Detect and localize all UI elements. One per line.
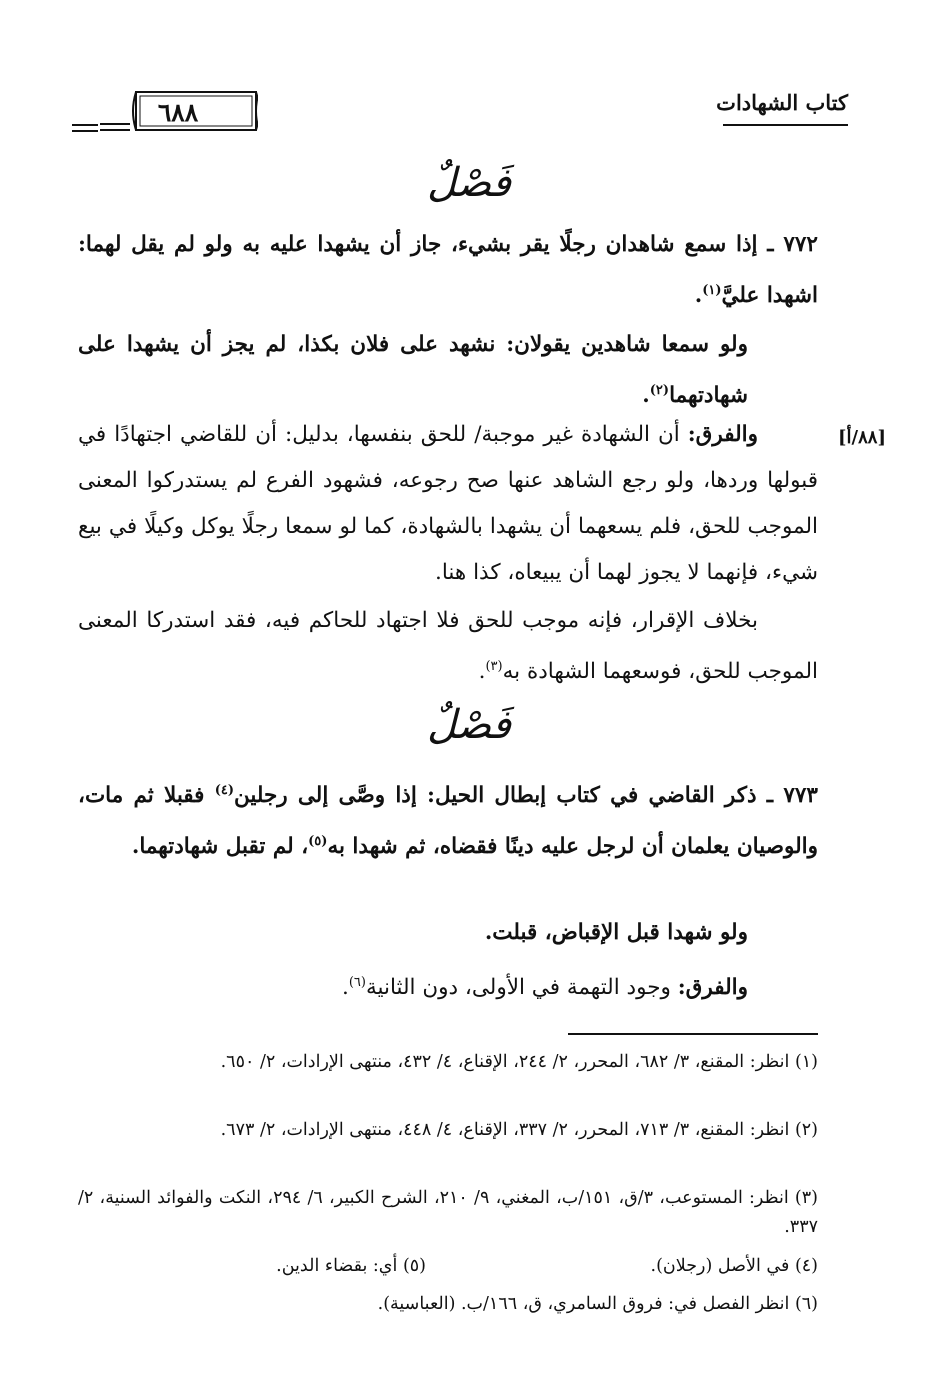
iqrar-text: بخلاف الإقرار، فإنه موجب للحق فلا اجتهاد للحاكم فيه، فقد استدركا المعنى الموجب للحق، فوسعهما الشهادة به — [78, 608, 818, 685]
footnote-1-text: انظر: المقنع، ٣/ ٦٨٢، المحرر، ٢/ ٢٤٤، الإقناع، ٤/ ٤٣٢، منتهى الإرادات، ٢/ ٦٥٠. — [220, 1052, 790, 1072]
footnote-3-text: انظر: المستوعب، ٣/ق، ١٥١/ب، المغني، ٩/ ٢١٠، الشرح الكبير، ٦/ ٢٩٤، النكت والفوائد السنية، ٢/ ٣٣٧. — [78, 1188, 818, 1237]
footnote-6 — [78, 1290, 818, 1319]
footnote-2-text: انظر: المقنع، ٣/ ٧١٣، المحرر، ٢/ ٣٣٧، الإقناع، ٤/ ٤٤٨، منتهى الإرادات، ٢/ ٦٧٣. — [220, 1120, 790, 1140]
entry-number-772: ٧٧٢ — [783, 232, 818, 257]
entry-773-para-2-text: ولو شهدا قبل الإقباض، قبلت. — [484, 920, 748, 945]
footnote-ref-2: (٢) — [649, 383, 670, 398]
page-header — [72, 88, 848, 138]
running-title: كتاب الشهادات — [716, 90, 848, 115]
entry-772-para-2-text: ولو سمعا شاهدين يقولان: نشهد على فلان بكذا، لم يجز أن يشهدا على شهادتهما — [78, 332, 748, 409]
footnote-1-num: (١) — [794, 1052, 818, 1072]
footnote-ref-4: (٤) — [214, 783, 234, 798]
footnote-separator — [568, 1033, 818, 1035]
farq-text-1: أن الشهادة غير موجبة/ للحق بنفسها، بدليل: أن للقاضي اجتهادًا في قبولها وردها، ولو رجع الشاهد عنها صح رجوعه، فشهود الفرع لم يستدركوا المعنى الموجب للحق، فلم يسعهما أن يشهدا بالشهادة، كما لو سمعا رجلًا يوكل وكيلًا في بيع شيء، فإنهما لا يجوز لهما أن يبيعاه، كذا هنا. — [78, 422, 818, 585]
section-heading-2: فَصْلٌ — [426, 702, 512, 748]
footnote-6-num: (٦) — [794, 1294, 818, 1314]
footnote-3-num: (٣) — [794, 1188, 818, 1208]
farq-text-2: وجود التهمة في الأولى، دون الثانية — [365, 975, 671, 1001]
margin-folio-ref: [٨٨/أ] — [838, 427, 886, 448]
farq-paragraph-1 — [78, 412, 818, 596]
entry-773-text-a: ذكر القاضي في كتاب إبطال الحيل: إذا وصَّى إلى رجلين — [234, 783, 757, 809]
header-underline — [723, 124, 848, 126]
page-number: ٦٨٨ — [157, 98, 199, 127]
footnote-4-num: (٤) — [794, 1256, 818, 1276]
section-heading-1: فَصْلٌ — [426, 160, 512, 206]
entry-dash-2: ـ — [756, 783, 774, 809]
header-rule-left — [72, 124, 98, 126]
entry-772-para-2: ولو سمعا شاهدين يقولان: نشهد على فلان بكذا، لم يجز أن يشهدا على شهادتهما$^{(٢)}$. — [78, 332, 748, 409]
footnote-5-num: (٥) — [402, 1256, 426, 1276]
farq-label-1: والفرق: — [687, 422, 758, 447]
footnote-5-text: أي: بقضاء الدين. — [276, 1256, 398, 1276]
entry-773-text-b: فقبلا ثم مات، والوصيان يعلمان أن لرجل عليه دينًا فقضاه، ثم شهدا به — [78, 783, 818, 860]
farq-label-2: والفرق: — [677, 975, 748, 1001]
footnote-ref-3: (٣) — [485, 659, 503, 674]
footnote-ref-5: (٥) — [308, 834, 328, 850]
entry-773 — [78, 768, 818, 870]
footnote-ref-6: (٦) — [348, 975, 366, 990]
farq-paragraph-2: والفرق: وجود التهمة في الأولى، دون الثانية$^{(٦)}$. — [341, 975, 748, 1001]
header-rule-left-2 — [72, 130, 98, 132]
entry-772: ٧٧٢ ـ إذا سمع شاهدان رجلًا يقر بشيء، جاز أن يشهدا عليه به ولو لم يقل لهما: اشهدا عليَّ$^{(١)}$. — [78, 232, 818, 309]
footnote-5 — [216, 1252, 426, 1281]
entry-773-text-c: ، لم تقبل شهادتهما. — [131, 834, 309, 860]
entry-number-773: ٧٧٣ — [783, 783, 818, 809]
footnote-2 — [78, 1116, 818, 1145]
footnote-3 — [78, 1184, 818, 1242]
footnote-6-text: انظر الفصل في: فروق السامري، ق، ١٦٦/ب. (العباسية). — [377, 1294, 790, 1314]
footnote-ref-1: (١) — [702, 283, 722, 298]
entry-dash: ـ — [757, 232, 774, 257]
entry-772-text: إذا سمع شاهدان رجلًا يقر بشيء، جاز أن يشهدا عليه به ولو لم يقل لهما: اشهدا عليَّ — [78, 232, 818, 309]
footnote-4-text: في الأصل (رجلان). — [650, 1256, 790, 1276]
footnote-1 — [78, 1048, 818, 1077]
iqrar-paragraph: بخلاف الإقرار، فإنه موجب للحق فلا اجتهاد للحاكم فيه، فقد استدركا المعنى الموجب للحق، فوسعهما الشهادة به$^{(٣)}$. — [78, 608, 818, 685]
footnote-2-num: (٢) — [794, 1120, 818, 1140]
entry-773-para-2 — [78, 910, 748, 956]
